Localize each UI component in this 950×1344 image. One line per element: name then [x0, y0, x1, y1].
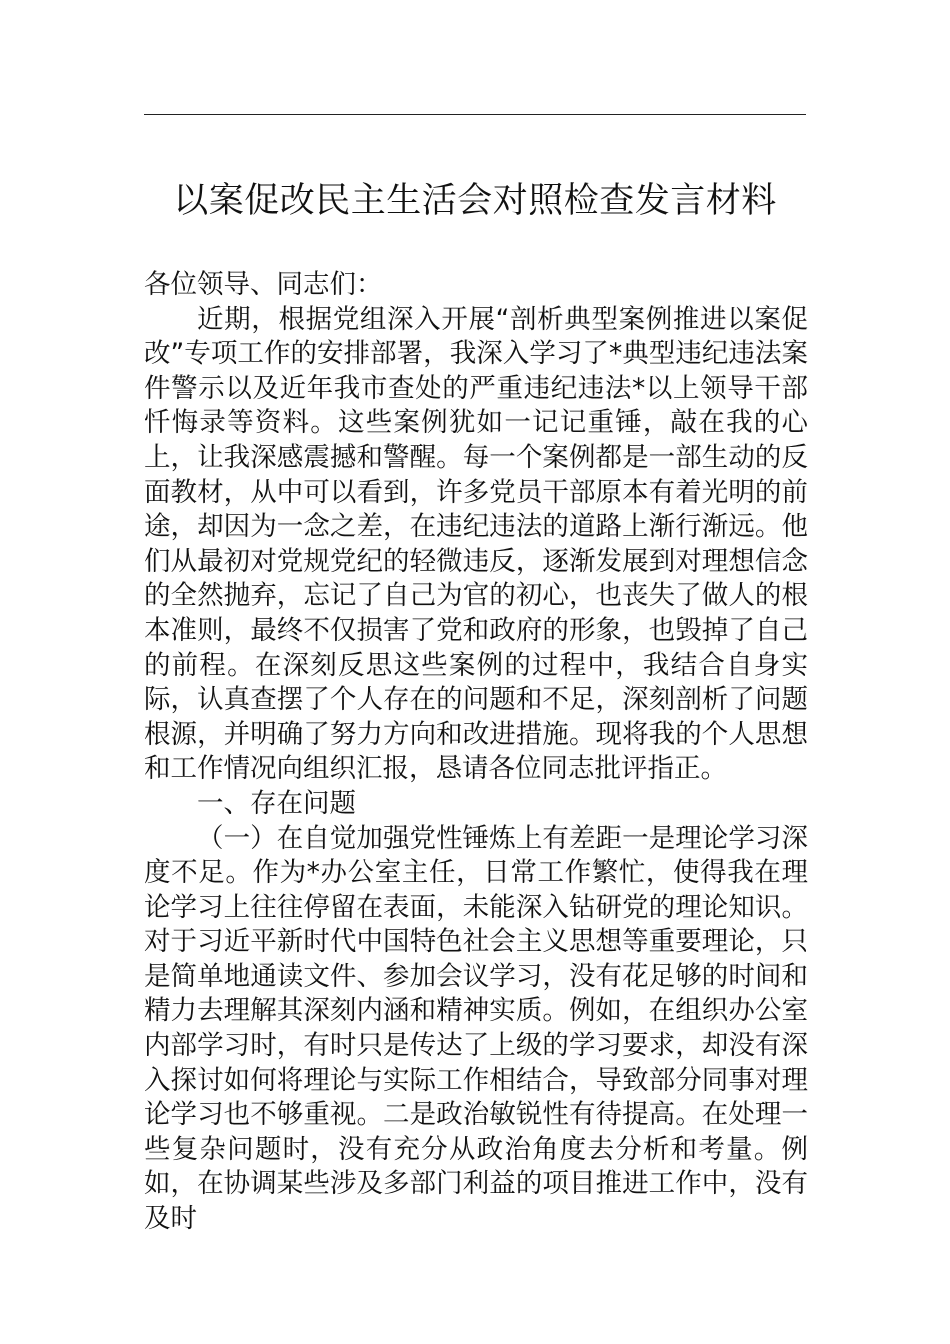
salutation: 各位领导、同志们： — [144, 269, 383, 300]
header-divider — [144, 114, 806, 115]
intro-paragraph: 近期，根据党组深入开展“剖析典型案例推进以案促改”专项工作的安排部署，我深入学习了*典型违纪违法案件警示以及近年我市查处的严重违纪违法*以上领导干部忏悔录等资料。这些案例犹如一记记重锤，敲在我的心上，让我深感震撼和警醒。每一个案例都是一部生动的反面教材，从中可以看到，许多党员干部原本有着光明的前途，却因为一念之差，在违纪违法的道路上渐行渐远。他们从最初对党规党纪的轻微违反，逐渐发展到对理想信念的全然抛弃，忘记了自己为官的初心，也丧失了做人的根本准则，最终不仅损害了党和政府的形象，也毁掉了自己的前程。在深刻反思这些案例的过程中，我结合自身实际，认真查摆了个人存在的问题和不足，深刻剖析了问题根源，并明确了努力方向和改进措施。现将我的个人思想和工作情况向组织汇报，恳请各位同志批评指正。 — [144, 303, 808, 785]
section-paragraph: （一）在自觉加强党性锤炼上有差距一是理论学习深度不足。作为*办公室主任，日常工作繁忙，使得我在理论学习上往往停留在表面，未能深入钻研党的理论知识。对于习近平新时代中国特色社会主义思想等重要理论，只是简单地通读文件、参加会议学习，没有花足够的时间和精力去理解其深刻内涵和精神实质。例如，在组织办公室内部学习时，有时只是传达了上级的学习要求，却没有深入探讨如何将理论与实际工作相结合，导致部分同事对理论学习也不够重视。二是政治敏锐性有待提高。在处理一些复杂问题时，没有充分从政治角度去分析和考量。例如，在协调某些涉及多部门利益的项目推进工作中，没有及时 — [144, 822, 808, 1235]
section-heading: 一、存在问题 — [197, 787, 356, 819]
document-title: 以案促改民主生活会对照检查发言材料 — [173, 181, 777, 221]
document-body — [144, 268, 808, 1237]
